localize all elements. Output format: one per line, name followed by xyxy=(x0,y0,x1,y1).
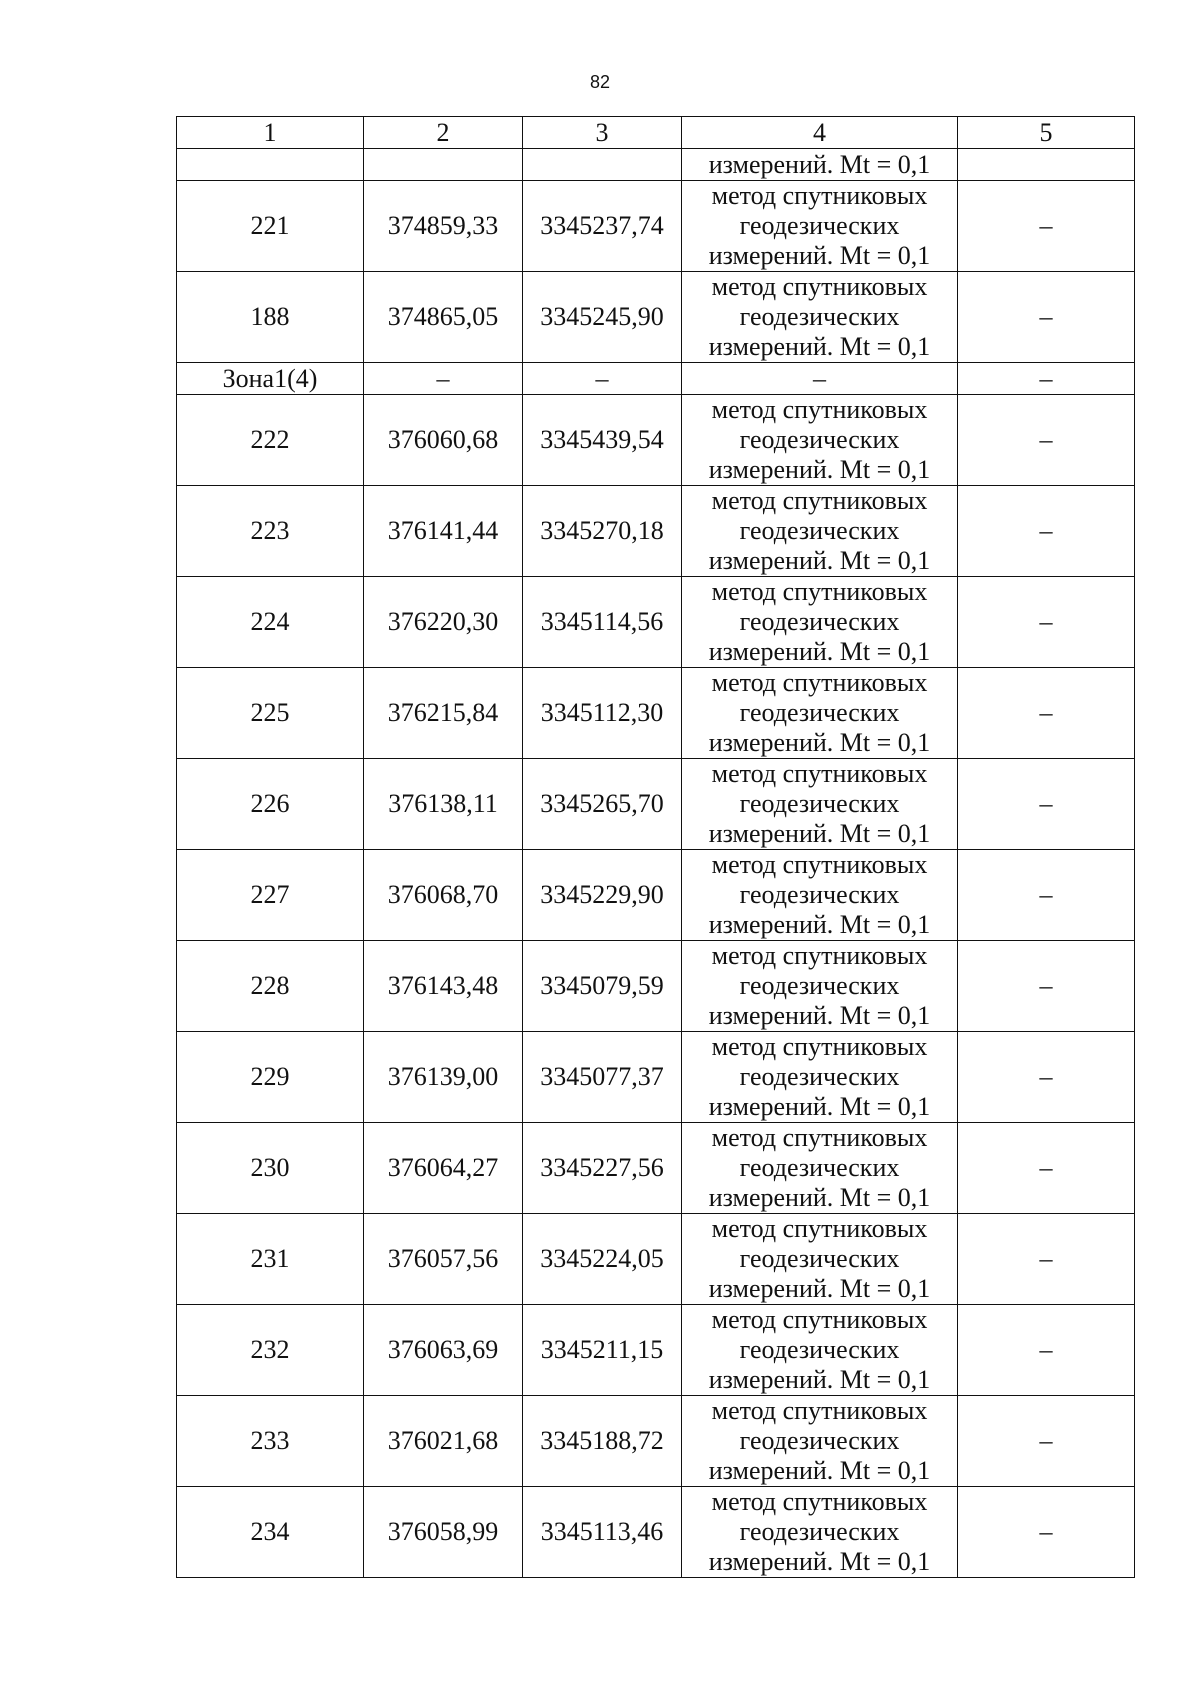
method-cell xyxy=(682,668,958,759)
header-cell-1: 1 xyxy=(177,117,364,149)
header-cell-2: 2 xyxy=(364,117,523,149)
table-row xyxy=(177,1123,1135,1214)
table-row xyxy=(177,395,1135,486)
zone-cell-3: – xyxy=(523,363,682,395)
method-line: измерений. Mt = 0,1 xyxy=(708,1183,931,1212)
method-cell xyxy=(682,395,958,486)
zone-cell-4: – xyxy=(682,363,958,395)
note-cell: – xyxy=(958,1214,1135,1305)
header-row xyxy=(177,117,1135,149)
method-cell xyxy=(682,577,958,668)
zone-cell-5: – xyxy=(958,363,1135,395)
method-cell xyxy=(682,850,958,941)
point-number-cell: 223 xyxy=(177,486,364,577)
method-cell xyxy=(682,1032,958,1123)
note-cell: – xyxy=(958,577,1135,668)
method-line: геодезических xyxy=(739,425,900,454)
method-line: геодезических xyxy=(739,1335,900,1364)
continuation-cell-3 xyxy=(523,149,682,181)
y-coordinate-cell: 3345114,56 xyxy=(523,577,682,668)
method-line: метод спутниковых xyxy=(711,668,928,697)
point-number-cell: 188 xyxy=(177,272,364,363)
method-line: геодезических xyxy=(739,1517,900,1546)
method-line: геодезических xyxy=(739,302,900,331)
x-coordinate-cell: 376058,99 xyxy=(364,1487,523,1578)
method-line: метод спутниковых xyxy=(711,759,928,788)
point-number-cell: 227 xyxy=(177,850,364,941)
method-cell xyxy=(682,1214,958,1305)
table-row xyxy=(177,850,1135,941)
point-number-cell: 226 xyxy=(177,759,364,850)
continuation-cell-2 xyxy=(364,149,523,181)
coordinates-table xyxy=(176,116,1135,1578)
y-coordinate-cell: 3345227,56 xyxy=(523,1123,682,1214)
note-cell: – xyxy=(958,272,1135,363)
header-cell-5: 5 xyxy=(958,117,1135,149)
table-row xyxy=(177,577,1135,668)
method-line: метод спутниковых xyxy=(711,486,928,515)
x-coordinate-cell: 376068,70 xyxy=(364,850,523,941)
method-line: измерений. Mt = 0,1 xyxy=(708,546,931,575)
method-line: измерений. Mt = 0,1 xyxy=(708,1365,931,1394)
x-coordinate-cell: 376064,27 xyxy=(364,1123,523,1214)
y-coordinate-cell: 3345079,59 xyxy=(523,941,682,1032)
method-line: геодезических xyxy=(739,211,900,240)
method-line: геодезических xyxy=(739,789,900,818)
point-number-cell: 222 xyxy=(177,395,364,486)
point-number-cell: 221 xyxy=(177,181,364,272)
x-coordinate-cell: 374865,05 xyxy=(364,272,523,363)
note-cell: – xyxy=(958,486,1135,577)
method-line: метод спутниковых xyxy=(711,1487,928,1516)
method-line: геодезических xyxy=(739,1244,900,1273)
point-number-cell: 232 xyxy=(177,1305,364,1396)
note-cell: – xyxy=(958,1396,1135,1487)
point-number-cell: 231 xyxy=(177,1214,364,1305)
x-coordinate-cell: 376138,11 xyxy=(364,759,523,850)
table-row xyxy=(177,1214,1135,1305)
method-line: геодезических xyxy=(739,1062,900,1091)
x-coordinate-cell: 376021,68 xyxy=(364,1396,523,1487)
note-cell: – xyxy=(958,395,1135,486)
table-row xyxy=(177,1487,1135,1578)
note-cell: – xyxy=(958,181,1135,272)
zone-row xyxy=(177,363,1135,395)
note-cell: – xyxy=(958,850,1135,941)
zone-cell-2: – xyxy=(364,363,523,395)
table-row xyxy=(177,668,1135,759)
point-number-cell: 233 xyxy=(177,1396,364,1487)
x-coordinate-cell: 376220,30 xyxy=(364,577,523,668)
y-coordinate-cell: 3345113,46 xyxy=(523,1487,682,1578)
method-line: измерений. Mt = 0,1 xyxy=(708,241,931,270)
method-line: измерений. Mt = 0,1 xyxy=(708,1456,931,1485)
method-line: измерений. Mt = 0,1 xyxy=(708,728,931,757)
table-row xyxy=(177,1396,1135,1487)
y-coordinate-cell: 3345439,54 xyxy=(523,395,682,486)
method-line: метод спутниковых xyxy=(711,1396,928,1425)
note-cell: – xyxy=(958,941,1135,1032)
x-coordinate-cell: 376139,00 xyxy=(364,1032,523,1123)
point-number-cell: 224 xyxy=(177,577,364,668)
x-coordinate-cell: 376215,84 xyxy=(364,668,523,759)
header-cell-4: 4 xyxy=(682,117,958,149)
method-line: измерений. Mt = 0,1 xyxy=(708,1547,931,1576)
page-number: 82 xyxy=(589,72,611,92)
point-number-cell: 234 xyxy=(177,1487,364,1578)
method-line: метод спутниковых xyxy=(711,181,928,210)
method-line: геодезических xyxy=(739,971,900,1000)
method-line: измерений. Mt = 0,1 xyxy=(708,1274,931,1303)
method-line: метод спутниковых xyxy=(711,577,928,606)
method-cell xyxy=(682,272,958,363)
method-line: геодезических xyxy=(739,607,900,636)
note-cell: – xyxy=(958,1487,1135,1578)
x-coordinate-cell: 376141,44 xyxy=(364,486,523,577)
method-cell xyxy=(682,759,958,850)
method-line: метод спутниковых xyxy=(711,941,928,970)
point-number-cell: 228 xyxy=(177,941,364,1032)
note-cell: – xyxy=(958,1032,1135,1123)
table-body xyxy=(177,117,1135,1578)
y-coordinate-cell: 3345211,15 xyxy=(523,1305,682,1396)
method-cell xyxy=(682,486,958,577)
y-coordinate-cell: 3345188,72 xyxy=(523,1396,682,1487)
table-row xyxy=(177,1032,1135,1123)
method-line: геодезических xyxy=(739,516,900,545)
method-cell xyxy=(682,181,958,272)
method-line: метод спутниковых xyxy=(711,1032,928,1061)
method-line: метод спутниковых xyxy=(711,272,928,301)
table-row xyxy=(177,272,1135,363)
method-line: измерений. Mt = 0,1 xyxy=(708,910,931,939)
x-coordinate-cell: 376143,48 xyxy=(364,941,523,1032)
method-line: измерений. Mt = 0,1 xyxy=(708,332,931,361)
method-cell xyxy=(682,1487,958,1578)
y-coordinate-cell: 3345112,30 xyxy=(523,668,682,759)
continuation-cell-1 xyxy=(177,149,364,181)
method-cell xyxy=(682,1305,958,1396)
x-coordinate-cell: 376063,69 xyxy=(364,1305,523,1396)
table-row xyxy=(177,486,1135,577)
point-number-cell: 225 xyxy=(177,668,364,759)
point-number-cell: 230 xyxy=(177,1123,364,1214)
y-coordinate-cell: 3345245,90 xyxy=(523,272,682,363)
method-line: измерений. Mt = 0,1 xyxy=(708,1092,931,1121)
method-line: измерений. Mt = 0,1 xyxy=(708,1001,931,1030)
y-coordinate-cell: 3345224,05 xyxy=(523,1214,682,1305)
y-coordinate-cell: 3345237,74 xyxy=(523,181,682,272)
method-line: метод спутниковых xyxy=(711,1305,928,1334)
y-coordinate-cell: 3345270,18 xyxy=(523,486,682,577)
method-cell xyxy=(682,1396,958,1487)
continuation-cell-4: измерений. Mt = 0,1 xyxy=(682,149,958,181)
method-line: метод спутниковых xyxy=(711,395,928,424)
continuation-cell-5 xyxy=(958,149,1135,181)
method-line: измерений. Mt = 0,1 xyxy=(708,819,931,848)
x-coordinate-cell: 376060,68 xyxy=(364,395,523,486)
table-row xyxy=(177,759,1135,850)
x-coordinate-cell: 374859,33 xyxy=(364,181,523,272)
y-coordinate-cell: 3345265,70 xyxy=(523,759,682,850)
zone-cell-1: Зона1(4) xyxy=(177,363,364,395)
note-cell: – xyxy=(958,1305,1135,1396)
table-row xyxy=(177,1305,1135,1396)
note-cell: – xyxy=(958,1123,1135,1214)
note-cell: – xyxy=(958,668,1135,759)
table-row xyxy=(177,181,1135,272)
x-coordinate-cell: 376057,56 xyxy=(364,1214,523,1305)
point-number-cell: 229 xyxy=(177,1032,364,1123)
table-row xyxy=(177,941,1135,1032)
method-line: геодезических xyxy=(739,880,900,909)
method-line: геодезических xyxy=(739,698,900,727)
header-cell-3: 3 xyxy=(523,117,682,149)
method-line: метод спутниковых xyxy=(711,1123,928,1152)
y-coordinate-cell: 3345077,37 xyxy=(523,1032,682,1123)
method-cell xyxy=(682,1123,958,1214)
method-line: метод спутниковых xyxy=(711,1214,928,1243)
continuation-row xyxy=(177,149,1135,181)
method-line: измерений. Mt = 0,1 xyxy=(708,637,931,666)
method-cell xyxy=(682,941,958,1032)
note-cell: – xyxy=(958,759,1135,850)
method-line: геодезических xyxy=(739,1426,900,1455)
method-line: измерений. Mt = 0,1 xyxy=(708,455,931,484)
method-line: геодезических xyxy=(739,1153,900,1182)
y-coordinate-cell: 3345229,90 xyxy=(523,850,682,941)
method-line: метод спутниковых xyxy=(711,850,928,879)
